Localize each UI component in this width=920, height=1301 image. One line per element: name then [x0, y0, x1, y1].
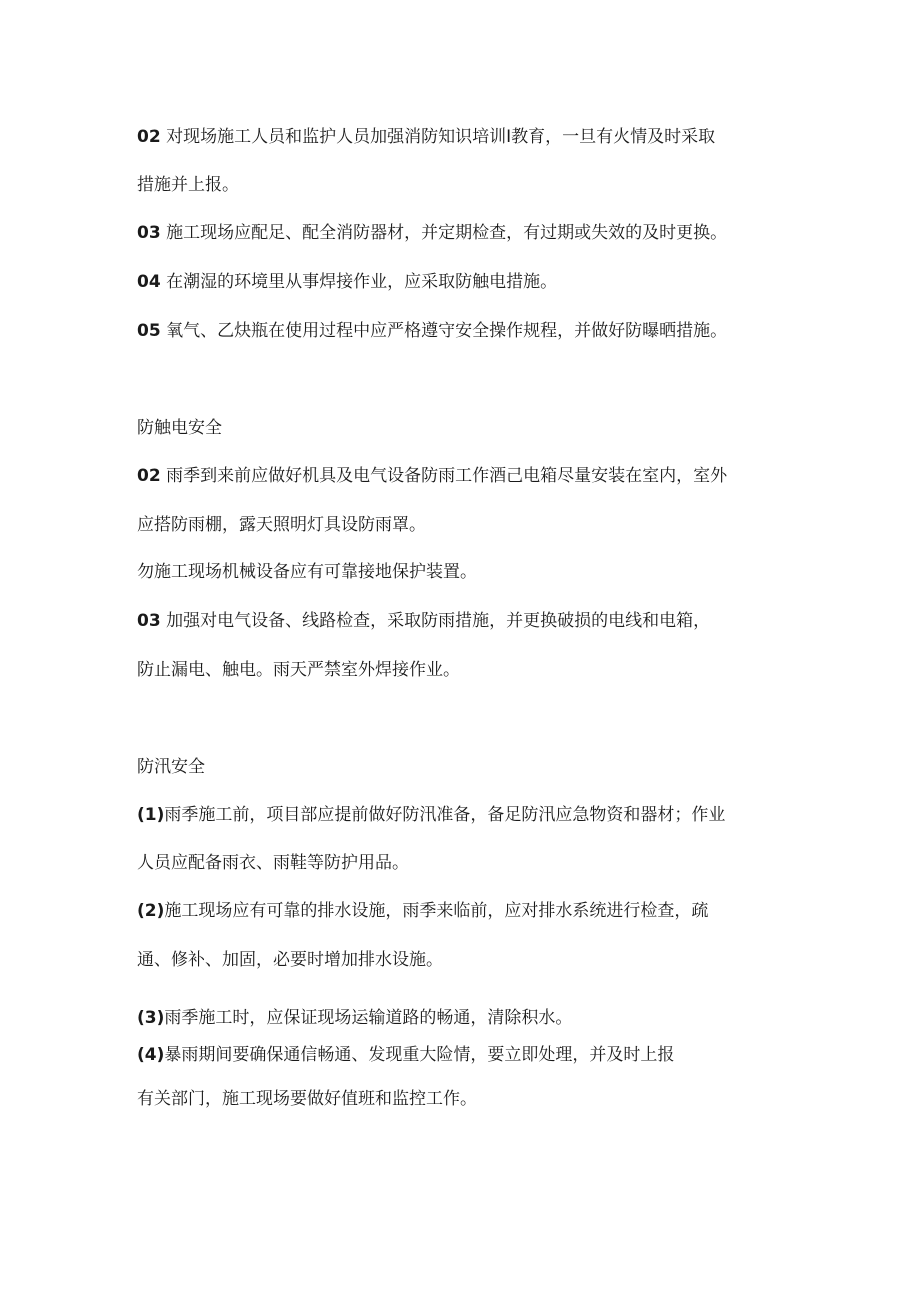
item-text: 施工现场应配足、配全消防器材，并定期检查，有过期或失效的及时更换。 — [166, 223, 728, 243]
electric-item-03 — [137, 610, 710, 632]
item-number: 04 — [137, 272, 161, 292]
fire-item-02-cont: 措施并上报。 — [137, 175, 239, 195]
item-text: 对现场施工人员和监护人员加强消防知识培训Ⅰ教育，一旦有火情及时采取 — [166, 127, 716, 147]
item-text: 加强对电气设备、线路检查，采取防雨措施，并更换破损的电线和电箱， — [166, 611, 711, 631]
item-number: (2) — [137, 901, 165, 921]
fire-item-03 — [137, 222, 727, 244]
item-text: 雨季到来前应做好机具及电气设备防雨工作酒己电箱尽量安装在室内，室外 — [166, 466, 728, 486]
item-number: (3) — [137, 1008, 165, 1028]
item-text: 雨季施工前，项目部应提前做好防汛准备，备足防汛应急物资和器材；作业 — [164, 805, 726, 825]
fire-item-05 — [137, 320, 727, 342]
item-number: 03 — [137, 611, 161, 631]
electric-item-ground: 勿施工现场机械设备应有可靠接地保护装置。 — [137, 562, 477, 582]
flood-item-4 — [137, 1044, 674, 1066]
item-text: 施工现场应有可靠的排水设施，雨季来临前，应对排水系统进行检查，疏 — [164, 901, 709, 921]
electric-item-02-cont: 应搭防雨棚，露天照明灯具设防雨罩。 — [137, 515, 426, 535]
item-text: 雨季施工时，应保证现场运输道路的畅通，清除积水。 — [164, 1008, 573, 1028]
item-number: (1) — [137, 805, 165, 825]
item-number: (4) — [137, 1045, 165, 1065]
flood-item-2-cont: 通、修补、加固，必要时增加排水设施。 — [137, 950, 443, 970]
flood-item-4-cont: 有关部门，施工现场要做好值班和监控工作。 — [137, 1089, 477, 1109]
item-text: 在潮湿的环境里从事焊接作业，应采取防触电措施。 — [166, 272, 558, 292]
item-number: 02 — [137, 466, 161, 486]
electric-item-03-cont: 防止漏电、触电。雨天严禁室外焊接作业。 — [137, 660, 460, 680]
section-heading-electric: 防触电安全 — [137, 418, 222, 438]
flood-item-3 — [137, 1007, 572, 1029]
item-number: 02 — [137, 127, 161, 147]
section-heading-flood: 防汛安全 — [137, 757, 205, 777]
item-text: 暴雨期间要确保通信畅通、发现重大险情，要立即处理，并及时上报 — [164, 1045, 675, 1065]
electric-item-02 — [137, 465, 727, 487]
flood-item-1-cont: 人员应配备雨衣、雨鞋等防护用品。 — [137, 853, 409, 873]
fire-item-02 — [137, 126, 715, 148]
item-number: 05 — [137, 321, 161, 341]
item-number: 03 — [137, 223, 161, 243]
item-text: 氧气、乙炔瓶在使用过程中应严格遵守安全操作规程，并做好防曝晒措施。 — [166, 321, 728, 341]
flood-item-2 — [137, 900, 708, 922]
flood-item-1 — [137, 804, 725, 826]
fire-item-04 — [137, 271, 557, 293]
